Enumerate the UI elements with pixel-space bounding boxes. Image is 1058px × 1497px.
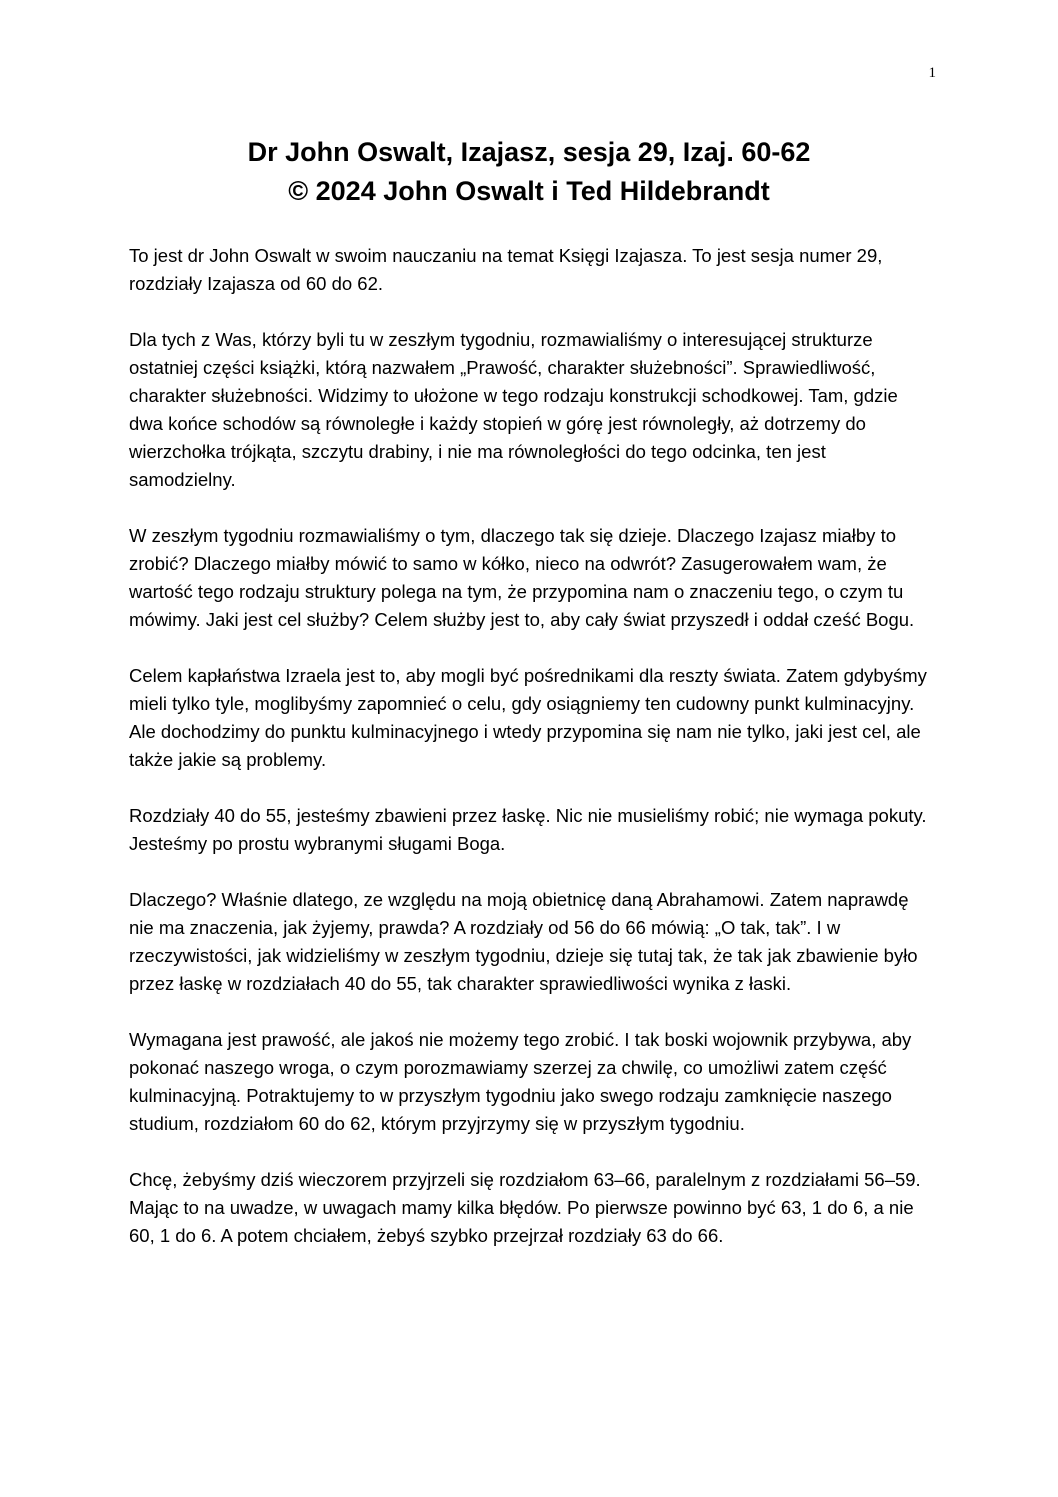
title-line-1: Dr John Oswalt, Izajasz, sesja 29, Izaj. 60-62: [247, 137, 811, 167]
paragraph: W zeszłym tygodniu rozmawialiśmy o tym, dlaczego tak się dzieje. Dlaczego Izajasz miałby to zrobić? Dlaczego miałby mówić to samo w kółko, nieco na odwrót? Zasugerowałem wam, że wartość tego rodzaju struktury polega na tym, że przypomina nam o znaczeniu tego, o czym tu mówimy. Jaki jest cel służby? Celem służby jest to, aby cały świat przyszedł i oddał cześć Bogu.: [129, 525, 915, 630]
paragraph: Wymagana jest prawość, ale jakoś nie możemy tego zrobić. I tak boski wojownik przybywa, aby pokonać naszego wroga, o czym porozmawiamy szerzej za chwilę, co umożliwi zatem część kulminacyjną. Potraktujemy to w przyszłym tygodniu jako swego rodzaju zamknięcie naszego studium, rozdziałom 60 do 62, którym przyjrzymy się w przyszłym tygodniu.: [129, 1029, 912, 1134]
page-number: 1: [928, 65, 936, 81]
paragraph: Celem kapłaństwa Izraela jest to, aby mogli być pośrednikami dla reszty świata. Zatem gdybyśmy mieli tylko tyle, moglibyśmy zapomnieć o celu, gdy osiągniemy ten cudowny punkt kulminacyjny. Ale dochodzimy do punktu kulminacyjnego i wtedy przypomina się nam nie tylko, jaki jest cel, ale także jakie są problemy.: [129, 665, 927, 770]
paragraph: Rozdziały 40 do 55, jesteśmy zbawieni przez łaskę. Nic nie musieliśmy robić; nie wymaga pokuty. Jesteśmy po prostu wybranymi sługami Boga.: [129, 805, 927, 854]
paragraph: To jest dr John Oswalt w swoim nauczaniu na temat Księgi Izajasza. To jest sesja numer 29, rozdziały Izajasza od 60 do 62.: [129, 245, 883, 294]
document-body: [129, 242, 933, 1278]
paragraph: Dlaczego? Właśnie dlatego, ze względu na moją obietnicę daną Abrahamowi. Zatem naprawdę nie ma znaczenia, jak żyjemy, prawda? A rozdziały od 56 do 66 mówią: „O tak, tak”. I w rzeczywistości, jak widzieliśmy w zeszłym tygodniu, dzieje się tutaj tak, że tak jak zbawienie było przez łaskę w rozdziałach 40 do 55, tak charakter sprawiedliwości wynika z łaski.: [129, 889, 918, 994]
paragraph: Chcę, żebyśmy dziś wieczorem przyjrzeli się rozdziałom 63–66, paralelnym z rozdziałami 56–59. Mając to na uwadze, w uwagach mamy kilka błędów. Po pierwsze powinno być 63, 1 do 6, a nie 60, 1 do 6. A potem chciałem, żebyś szybko przejrzał rozdziały 63 do 66.: [129, 1169, 921, 1246]
paragraph: Dla tych z Was, którzy byli tu w zeszłym tygodniu, rozmawialiśmy o interesującej strukturze ostatniej części książki, którą nazwałem „Prawość, charakter służebności”. Sprawiedliwość, charakter służebności. Widzimy to ułożone w tego rodzaju konstrukcji schodkowej. Tam, gdzie dwa końce schodów są równoległe i każdy stopień w górę jest równoległy, aż dotrzemy do wierzchołka trójkąta, szczytu drabiny, i nie ma równoległości do tego odcinka, ten jest samodzielny.: [129, 329, 898, 490]
title-line-2: © 2024 John Oswalt i Ted Hildebrandt: [288, 176, 770, 206]
document-title: [0, 133, 1058, 211]
